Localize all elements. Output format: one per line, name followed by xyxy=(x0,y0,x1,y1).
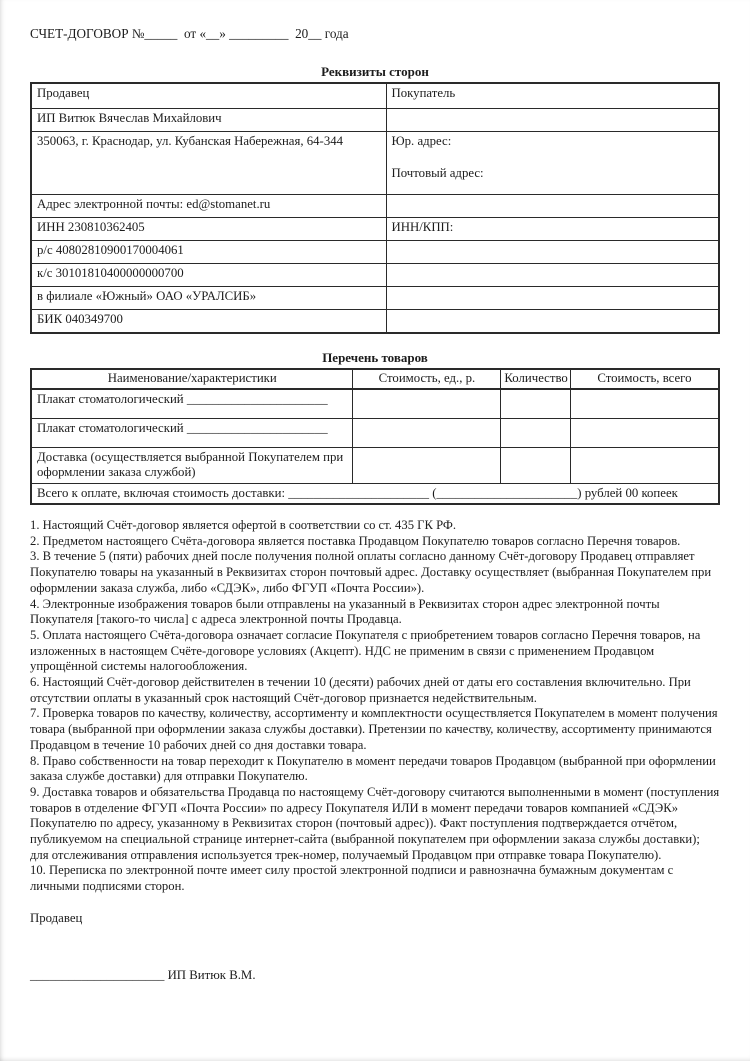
term-item: 6. Настоящий Счёт-договор действителен в течении 10 (десяти) рабочих дней от даты его составления включительно. При отсутствии оплаты в указанный срок настоящий Счёт-договор признается недействительным. xyxy=(30,675,691,705)
table-row xyxy=(31,264,719,287)
buyer-column-header: Покупатель xyxy=(386,83,719,109)
table-row xyxy=(31,418,719,447)
goods-item-total-cell xyxy=(570,389,719,419)
term-item: 2. Предметом настоящего Счёта-договора является поставка Продавцом Покупателю товаров согласно Перечня товаров. xyxy=(30,533,681,548)
seller-column-header: Продавец xyxy=(31,83,386,109)
seller-inn-cell: ИНН 230810362405 xyxy=(31,218,386,241)
seller-settlement-account-cell: р/с 40802810900170004061 xyxy=(31,241,386,264)
requisites-table xyxy=(30,82,720,334)
term-item: 10. Переписка по электронной почте имеет силу простой электронной подписи и равнозначна бумажным документам с личными подписями сторон. xyxy=(30,863,674,894)
table-row xyxy=(31,241,719,264)
seller-signature-label: Продавец xyxy=(30,910,83,925)
goods-item-unit-cost-cell xyxy=(353,389,501,419)
seller-signature-line: _____________________ ИП Витюк В.М. xyxy=(30,967,256,982)
buyer-legal-address-label: Юр. адрес: xyxy=(391,134,452,148)
seller-bank-branch-cell: в филиале «Южный» ОАО «УРАЛСИБ» xyxy=(31,287,386,310)
goods-item-qty-cell xyxy=(501,418,570,447)
goods-unit-cost-header: Стоимость, ед., р. xyxy=(353,369,501,389)
goods-heading: Перечень товаров xyxy=(322,350,428,365)
table-header-row xyxy=(31,369,719,389)
table-row xyxy=(31,389,719,419)
buyer-empty-cell xyxy=(386,264,719,287)
term-item: 8. Право собственности на товар переходит к Покупателю в момент передачи товаров Продавцом (выбранной при оформлении заказа службе доставки) для отправки Покупателю. xyxy=(30,753,716,784)
seller-corr-account-cell: к/с 30101810400000000700 xyxy=(31,264,386,287)
seller-name-cell: ИП Витюк Вячеслав Михайлович xyxy=(31,109,386,132)
table-row xyxy=(31,287,719,310)
buyer-email-cell xyxy=(386,195,719,218)
goods-total-cell: Всего к оплате, включая стоимость доставки: ______________________ (______________________) рублей 00 копеек xyxy=(31,483,719,504)
goods-name-header: Наименование/характеристики xyxy=(31,369,353,389)
table-row xyxy=(31,132,719,195)
table-row xyxy=(31,447,719,483)
goods-item-unit-cost-cell xyxy=(353,447,501,483)
goods-item-qty-cell xyxy=(501,447,570,483)
goods-delivery-name-cell: Доставка (осуществляется выбранной Покупателем при оформлении заказа службой) xyxy=(31,447,353,483)
buyer-empty-cell xyxy=(386,241,719,264)
table-total-row xyxy=(31,483,719,504)
goods-item-unit-cost-cell xyxy=(353,418,501,447)
goods-item-total-cell xyxy=(570,447,719,483)
goods-item-total-cell xyxy=(570,418,719,447)
contract-terms xyxy=(30,518,720,895)
goods-item-qty-cell xyxy=(501,389,570,419)
term-item: 4. Электронные изображения товаров были отправлены на указанный в Реквизитах сторон адрес электронной почты Покупателя [такого-то числа] с адреса электронной почты Продавца. xyxy=(30,596,660,627)
goods-item-name-cell: Плакат стоматологический ______________________ xyxy=(31,389,353,419)
term-item: 7. Проверка товаров по качеству, количеству, ассортименту и комплектности осуществляется Покупателем в момент получения товара (выбранной при оформлении заказа службы доставки). Претензии по качеству, количеству, ассортименту принимаются Продавцом в течение 10 рабочих дней со дня доставки товара. xyxy=(30,706,718,752)
goods-total-header: Стоимость, всего xyxy=(570,369,719,389)
buyer-postal-address-label: Почтовый адрес: xyxy=(391,165,484,180)
document-title: СЧЕТ-ДОГОВОР №_____ от «__» _________ 20__ года xyxy=(30,26,349,41)
goods-item-name-cell: Плакат стоматологический ______________________ xyxy=(31,418,353,447)
table-row xyxy=(31,310,719,334)
term-item: 9. Доставка товаров и обязательства Продавца по настоящему Счёт-договору считаются выполненными в момент (поступления товаров в отделение ФГУП «Почта России» по адресу Покупателя ИЛИ в момент передачи товаров компанией «СДЭК» Покупателю по адресу, указанному в Реквизитах сторон (почтовый адрес)). Факт поступления подтверждается отчётом, публикуемом на специальной странице интернет-сайта (выбранной покупателем при оформлении заказа службы доставки); для отслеживания отправления используется трек-номер, получаемый Продавцом при отправке товара Покупателю). xyxy=(30,784,720,862)
term-item: 3. В течение 5 (пяти) рабочих дней после получения полной оплаты согласно данному Счёт-договору Продавец отправляет Покупателю товары на указанный в Реквизитах сторон почтовый адрес. Доставку осуществляет (выбранная Покупателем при оформлении заказа служба, либо «СДЭК», либо ФГУП «Почта России»). xyxy=(30,549,712,595)
requisites-heading: Реквизиты сторон xyxy=(321,64,429,79)
seller-address-cell: 350063, г. Краснодар, ул. Кубанская Набережная, 64-344 xyxy=(31,132,386,195)
table-row xyxy=(31,109,719,132)
term-item: 1. Настоящий Счёт-договор является офертой в соответствии со ст. 435 ГК РФ. xyxy=(30,518,457,532)
buyer-name-cell xyxy=(386,109,719,132)
goods-qty-header: Количество xyxy=(501,369,570,389)
buyer-address-cell xyxy=(386,132,719,195)
table-row xyxy=(31,83,719,109)
seller-bik-cell: БИК 040349700 xyxy=(31,310,386,334)
table-row xyxy=(31,218,719,241)
buyer-empty-cell xyxy=(386,287,719,310)
goods-table xyxy=(30,368,720,505)
seller-email-cell: Адрес электронной почты: ed@stomanet.ru xyxy=(31,195,386,218)
buyer-inn-kpp-cell: ИНН/КПП: xyxy=(386,218,719,241)
buyer-empty-cell xyxy=(386,310,719,334)
term-item: 5. Оплата настоящего Счёта-договора означает согласие Покупателя с приобретением товаров согласно Перечня товаров, на изложенных в настоящем Счёте-договоре условиях (Акцепт). НДС не применим в связи с применением Продавцом упрощённой системы налогообложения. xyxy=(30,627,701,674)
table-row xyxy=(31,195,719,218)
